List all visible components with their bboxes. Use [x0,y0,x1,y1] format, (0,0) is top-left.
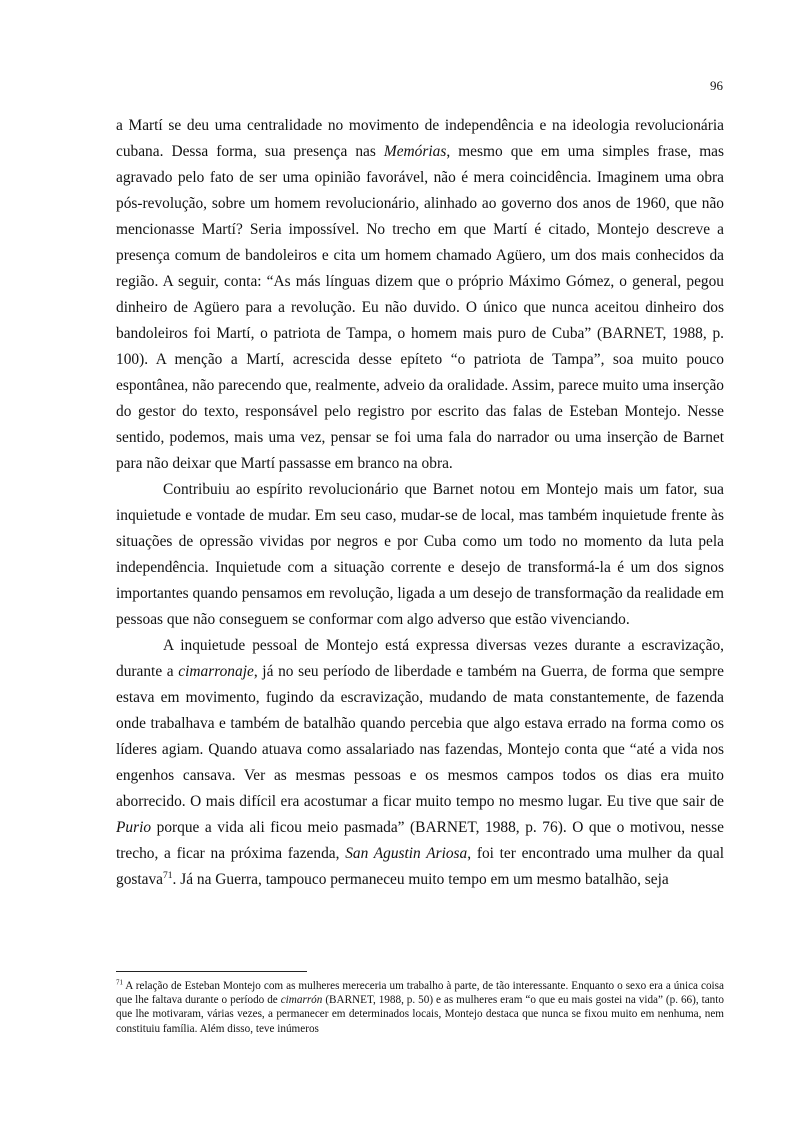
italic-text: San Agustin Ariosa [345,845,468,862]
italic-text: Purio [116,819,152,836]
text-run: (BARNET, 1988, p. 50) e as mulheres eram “o que eu mais gostei na vida” (p. 66), tanto que lhe motivaram, várias vezes, a permanecer em determinados locais, Montejo destaca que nunca se fixou muito em nenhuma, nem constituiu família. Além disso, teve inúmeros [116,994,724,1035]
footnote-separator [116,971,307,972]
text-run: porque a vida ali ficou meio pasmada” (BARNET, 1988, p. 76). O que o motivou, nesse trecho, a ficar na próxima fazenda, [116,819,724,862]
paragraph-3 [116,633,724,893]
text-run: A relação de Esteban Montejo com as mulheres mereceria um trabalho à parte, de tão interessante. Enquanto o sexo era a única coisa que lhe faltava durante o período de [116,980,724,1007]
text-run: A inquietude pessoal de Montejo está expressa diversas vezes durante a escravização, durante a [116,637,724,680]
main-text [116,113,724,893]
text-run: Contribuiu ao espírito revolucionário que Barnet notou em Montejo mais um fator, sua inquietude e vontade de mudar. Em seu caso, mudar-se de local, mas também inquietude frente às situações de opressão vividas por negros e por Cuba como um todo no momento da luta pela independência. Inquietude com a situação corrente e desejo de transformá-la é um dos signos importantes quando pensamos em revolução, ligada a um desejo de transformação da realidade em pessoas que não conseguem se conformar com algo adverso que estão vivenciando. [116,481,724,628]
text-run: , foi ter encontrado uma mulher da qual gostava [116,845,724,888]
page-number: 96 [710,78,723,93]
italic-text: cimarrón [280,994,323,1007]
footnote-71 [116,979,724,1036]
italic-text: Memórias [383,143,447,160]
paragraph-1 [116,113,724,477]
footnote-reference: 71 [116,978,123,987]
text-run: a Martí se deu uma centralidade no movimento de independência e na ideologia revolucionária cubana. Dessa forma, sua presença nas [116,117,724,160]
italic-text: cimarronaje [178,663,254,680]
footnote-text [116,979,724,1036]
footnote-reference: 71 [163,869,173,881]
text-run: , mesmo que em uma simples frase, mas agravado pelo fato de ser uma opinião favorável, não é mera coincidência. Imaginem uma obra pós-revolução, sobre um homem revolucionário, alinhado ao governo dos anos de 1960, que não mencionasse Martí? Seria impossível. No trecho em que Martí é citado, Montejo descreve a presença comum de bandoleiros e cita um homem chamado Agüero, um dos mais conhecidos da região. A seguir, conta: “As más línguas dizem que o próprio Máximo Gómez, o general, pegou dinheiro de Agüero para a revolução. Eu não duvido. O único que nunca aceitou dinheiro dos bandoleiros foi Martí, o patriota de Tampa, o homem mais puro de Cuba” (BARNET, 1988, p. 100). A menção a Martí, acrescida desse epíteto “o patriota de Tampa”, soa muito pouco espontânea, não parecendo que, realmente, adveio da oralidade. Assim, parece muito uma inserção do gestor do texto, responsável pelo registro por escrito das falas de Esteban Montejo. Nesse sentido, podemos, mais uma vez, pensar se foi uma fala do narrador ou uma inserção de Barnet para não deixar que Martí passasse em branco na obra. [116,143,724,472]
text-run: . Já na Guerra, tampouco permaneceu muito tempo em um mesmo batalhão, seja [172,871,669,888]
text-run: , já no seu período de liberdade e também na Guerra, de forma que sempre estava em movimento, fugindo da escravização, mudando de mata constantemente, de fazenda onde trabalhava e também de batalhão quando percebia que algo estava errado na forma como os líderes agiam. Quando atuava como assalariado nas fazendas, Montejo conta que “até a vida nos engenhos cansava. Ver as mesmas pessoas e os mesmos campos todos os dias era muito aborrecido. O mais difícil era acostumar a ficar muito tempo no mesmo lugar. Eu tive que sair de [116,663,724,810]
paragraph-2 [116,477,724,633]
